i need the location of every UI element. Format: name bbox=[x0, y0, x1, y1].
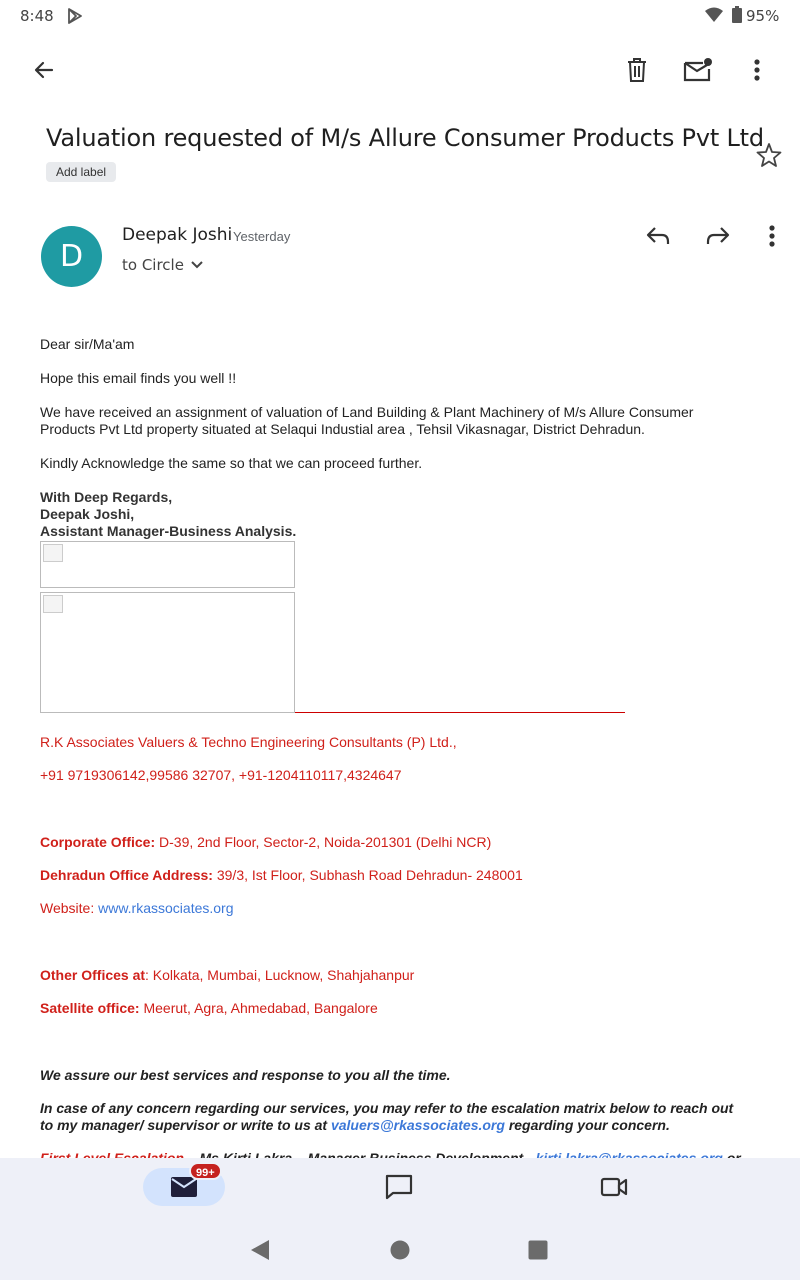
delete-button[interactable] bbox=[615, 48, 659, 92]
corporate-office bbox=[40, 834, 491, 850]
dehradun-office bbox=[40, 867, 523, 883]
concern-text bbox=[40, 1100, 740, 1134]
signature-divider bbox=[295, 712, 625, 713]
satellite-office-list: Meerut, Agra, Ahmedabad, Bangalore bbox=[139, 1000, 378, 1016]
dehradun-office-address: 39/3, Ist Floor, Subhash Road Dehradun- 248001 bbox=[212, 867, 523, 883]
body-line: Kindly Acknowledge the same so that we can proceed further. bbox=[40, 455, 423, 471]
nav-meet[interactable] bbox=[573, 1168, 655, 1206]
website-label: Website: bbox=[40, 900, 99, 916]
other-offices-label: Other Offices at bbox=[40, 967, 146, 983]
mail-unread-icon bbox=[683, 57, 713, 83]
add-label-chip[interactable]: Add label bbox=[46, 162, 116, 182]
arrow-back-icon bbox=[32, 58, 56, 82]
email-body bbox=[40, 336, 740, 540]
broken-image-icon bbox=[43, 544, 63, 562]
satellite-offices bbox=[40, 1000, 378, 1016]
corporate-office-label: Corporate Office: bbox=[40, 834, 156, 850]
square-recents-icon bbox=[528, 1240, 548, 1260]
wifi-icon bbox=[704, 6, 724, 29]
body-paragraph: We have received an assignment of valuation of Land Building & Plant Machinery of M/s Allure Consumer Products Pvt Ltd property situated at Selaqui Industial area , Tehsil Vikasnagar, District Dehradun. bbox=[40, 404, 694, 437]
sender-avatar[interactable]: D bbox=[41, 226, 102, 287]
other-offices-list: : Kolkata, Mumbai, Lucknow, Shahjahanpur bbox=[145, 967, 415, 983]
signature-name: Deepak Joshi, bbox=[40, 506, 135, 522]
more-options-button[interactable] bbox=[735, 48, 779, 92]
company-name: R.K Associates Valuers & Techno Engineering Consultants (P) Ltd., bbox=[40, 734, 457, 750]
greeting: Dear sir/Ma'am bbox=[40, 336, 135, 352]
play-store-icon bbox=[66, 7, 84, 30]
recipients-toggle[interactable] bbox=[122, 256, 204, 274]
website-link[interactable]: www.rkassociates.org bbox=[98, 900, 234, 916]
sent-time: Yesterday bbox=[233, 229, 291, 244]
sender-name: Deepak Joshi bbox=[122, 225, 233, 245]
corporate-office-address: D-39, 2nd Floor, Sector-2, Noida-201301 (Delhi NCR) bbox=[155, 834, 492, 850]
email-subject: Valuation requested of M/s Allure Consumer Products Pvt Ltd bbox=[46, 124, 764, 152]
more-vert-icon bbox=[769, 225, 775, 247]
reply-icon bbox=[645, 225, 671, 247]
circle-home-icon bbox=[390, 1240, 410, 1260]
trash-icon bbox=[625, 57, 649, 83]
assurance-text: We assure our best services and response to you all the time. bbox=[40, 1067, 451, 1083]
chevron-down-icon bbox=[190, 260, 204, 270]
system-back-button[interactable] bbox=[248, 1238, 272, 1262]
system-home-button[interactable] bbox=[388, 1238, 412, 1262]
signature-title: Assistant Manager-Business Analysis. bbox=[40, 523, 297, 539]
star-button[interactable] bbox=[752, 138, 786, 172]
chat-icon bbox=[385, 1174, 413, 1200]
reply-button[interactable] bbox=[638, 216, 678, 256]
top-app-bar bbox=[0, 40, 800, 100]
signature-image-1[interactable] bbox=[40, 541, 295, 588]
forward-icon bbox=[705, 225, 731, 247]
dehradun-office-label: Dehradun Office Address: bbox=[40, 867, 213, 883]
body-line: Hope this email finds you well !! bbox=[40, 370, 237, 386]
company-phones: +91 9719306142,99586 32707, +91-1204110117,4324647 bbox=[40, 767, 402, 783]
concern-text-a: In case of any concern regarding our services, you may refer to the escalation matrix below to reach out to my manager/ supervisor or write to us at bbox=[40, 1100, 734, 1133]
recipients-text: to Circle bbox=[122, 256, 184, 274]
nav-chat[interactable] bbox=[358, 1168, 440, 1206]
concern-email-link[interactable]: valuers@rkassociates.org bbox=[330, 1117, 505, 1133]
video-camera-icon bbox=[600, 1176, 628, 1198]
nav-mail[interactable] bbox=[143, 1168, 225, 1206]
status-bar bbox=[0, 0, 800, 32]
mail-unread-badge: 99+ bbox=[189, 1162, 222, 1180]
concern-text-b: regarding your concern. bbox=[504, 1117, 670, 1133]
broken-image-icon bbox=[43, 595, 63, 613]
website bbox=[40, 900, 234, 916]
battery-percent: 95% bbox=[746, 7, 780, 25]
more-vert-icon bbox=[754, 59, 760, 81]
star-icon bbox=[756, 142, 782, 168]
forward-button[interactable] bbox=[698, 216, 738, 256]
battery-icon bbox=[732, 6, 742, 29]
other-offices bbox=[40, 967, 414, 983]
status-time: 8:48 bbox=[20, 7, 54, 25]
triangle-back-icon bbox=[250, 1239, 270, 1261]
back-button[interactable] bbox=[22, 48, 66, 92]
signature-image-2[interactable] bbox=[40, 592, 295, 713]
satellite-office-label: Satellite office: bbox=[40, 1000, 140, 1016]
system-recents-button[interactable] bbox=[526, 1238, 550, 1262]
mark-unread-button[interactable] bbox=[676, 48, 720, 92]
message-more-button[interactable] bbox=[752, 216, 792, 256]
signature-regards: With Deep Regards, bbox=[40, 489, 173, 505]
